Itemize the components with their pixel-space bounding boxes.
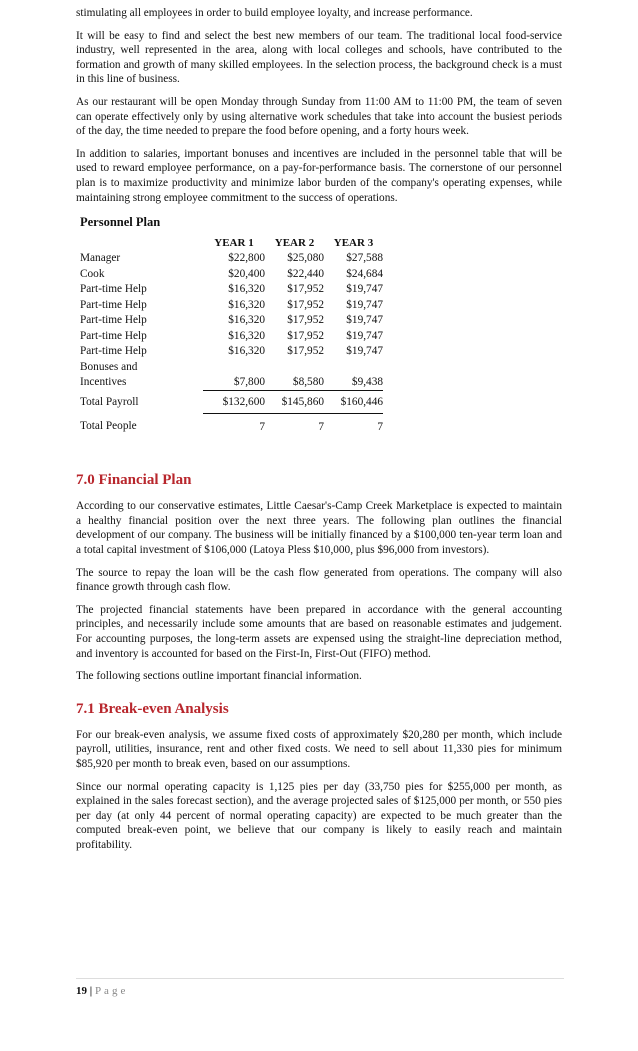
bonus-label-line-2: Incentives [80, 376, 127, 389]
cell-year-1: $16,320 [228, 329, 265, 342]
cell-year-1: $132,600 [203, 391, 265, 414]
cell-year-1: $16,320 [228, 345, 265, 358]
page-footer [76, 984, 562, 999]
cell-year-3: 7 [377, 420, 383, 433]
page-content [76, 6, 562, 861]
row-label: Part-time Help [80, 314, 147, 327]
page-number: 19 [76, 985, 87, 997]
cell-year-3: $160,446 [324, 391, 383, 414]
page-word: Page [94, 985, 129, 997]
paragraph: For our break-even analysis, we assume fixed costs of approximately $20,280 per month, which include payroll, utilities, insurance, rent and other fixed costs. We need to sell about 11,330 pies for minimum $85,920 per month to break even, based on our assumptions. [76, 728, 562, 770]
footer-divider [76, 978, 564, 979]
cell-year-2: $17,952 [287, 329, 324, 342]
cell-year-1: $7,800 [203, 360, 265, 391]
table-row [80, 267, 383, 283]
paragraph: As our restaurant will be open Monday through Sunday from 11:00 AM to 11:00 PM, the team of seven can operate effectively only by using alternative work schedules that take into account the busiest periods of the day, the time needed to prepare the food before opening, and a forty hours week. [76, 95, 562, 138]
paragraph: Since our normal operating capacity is 1,125 pies per day (33,750 pies for $255,000 per month, as explained in the sales forecast section), and the average projected sales of $125,000 per month, or 550 pies per day (at only 44 percent of normal operating capacity) are expected to be much greater than the computed break-even point, we believe that our company is likely to easily reach and maintain profitability. [76, 780, 562, 851]
paragraph: In addition to salaries, important bonuses and incentives are included in the personnel table that will be used to reward employee performance, on a pay-for-performance basis. The cornerstone of our personnel plan is to maximize productivity and minimize labor burden of the company's operating expenses, while maintaining strong employee commitment to the success of operations. [76, 147, 562, 204]
cell-year-3: $19,747 [346, 329, 383, 342]
header-year-1: YEAR 1 [214, 236, 254, 249]
cell-year-1: $16,320 [228, 298, 265, 311]
row-label [80, 360, 203, 391]
row-label: Part-time Help [80, 283, 147, 296]
row-label: Total Payroll [80, 396, 139, 409]
cell-year-2: $145,860 [265, 391, 324, 414]
table-row-total-payroll [80, 391, 383, 414]
cell-year-1: $16,320 [228, 283, 265, 296]
paragraph: The projected financial statements have been prepared in accordance with the general accounting principles, and necessarily include some amounts that are based on reasonable estimates and judgement. For accounting purposes, the long-term assets are expensed using the straight-line depreciation method, and inventory is accounted for based on the First-In, First-Out (FIFO) method. [76, 603, 562, 660]
cell-year-3: $9,438 [324, 360, 383, 391]
header-year-2: YEAR 2 [274, 236, 315, 249]
cell-year-3: $19,747 [346, 283, 383, 296]
cell-year-2: $8,580 [265, 360, 324, 391]
table-row [80, 298, 383, 314]
cell-year-2: $25,080 [287, 252, 324, 265]
table-header-row [80, 236, 383, 252]
paragraph: It will be easy to find and select the best new members of our team. The traditional local food-service industry, well represented in the area, along with local colleges and schools, have contributed to the formation and growth of many skilled employees. In the selection process, the background check is a must in this line of business. [76, 29, 562, 86]
row-label: Part-time Help [80, 329, 147, 342]
personnel-plan-table [80, 236, 383, 436]
header-year-3: YEAR 3 [333, 236, 374, 249]
cell-year-1: $22,800 [228, 252, 265, 265]
table-row-bonuses [80, 360, 383, 391]
cell-year-2: $17,952 [287, 314, 324, 327]
cell-year-2: $17,952 [287, 345, 324, 358]
row-label: Manager [80, 252, 121, 265]
cell-year-3: $24,684 [346, 267, 383, 280]
cell-year-2: $17,952 [287, 298, 324, 311]
cell-year-1: $16,320 [228, 314, 265, 327]
table-row [80, 251, 383, 267]
row-label: Cook [80, 267, 105, 280]
paragraph: The source to repay the loan will be the cash flow generated from operations. The company will also finance growth through cash flow. [76, 566, 562, 594]
cell-year-3: $27,588 [346, 252, 383, 265]
paragraph: The following sections outline important financial information. [76, 670, 362, 683]
cell-year-2: $22,440 [287, 267, 324, 280]
table-row [80, 282, 383, 298]
cell-year-3: $19,747 [346, 314, 383, 327]
personnel-plan-title: Personnel Plan [80, 215, 161, 230]
cell-year-1: $20,400 [228, 267, 265, 280]
table-row [80, 313, 383, 329]
table-row [80, 329, 383, 345]
cell-year-3: $19,747 [346, 345, 383, 358]
cell-year-2: 7 [318, 420, 324, 433]
bonus-label-line-1: Bonuses and [80, 360, 138, 373]
row-label: Part-time Help [80, 298, 147, 311]
cell-year-3: $19,747 [346, 298, 383, 311]
paragraph: According to our conservative estimates, Little Caesar's-Camp Creek Marketplace is expected to maintain a healthy financial position over the next three years. The following plan outlines the financial development of our company. The business will be initially financed by a $100,000 ten-year term loan and a total capital investment of $106,000 (Latoya Pless $10,000, plus $96,000 from investors). [76, 500, 562, 556]
cell-year-1: 7 [259, 420, 265, 433]
row-label: Total People [80, 420, 137, 433]
row-label: Part-time Help [80, 345, 147, 358]
table-row [80, 344, 383, 360]
section-heading-financial-plan: 7.0 Financial Plan [76, 472, 192, 489]
cell-year-2: $17,952 [287, 283, 324, 296]
paragraph: stimulating all employees in order to build employee loyalty, and increase performance. [76, 7, 473, 19]
page-separator: | [89, 985, 93, 997]
section-heading-break-even: 7.1 Break-even Analysis [76, 700, 229, 717]
table-row-total-people [80, 413, 383, 435]
